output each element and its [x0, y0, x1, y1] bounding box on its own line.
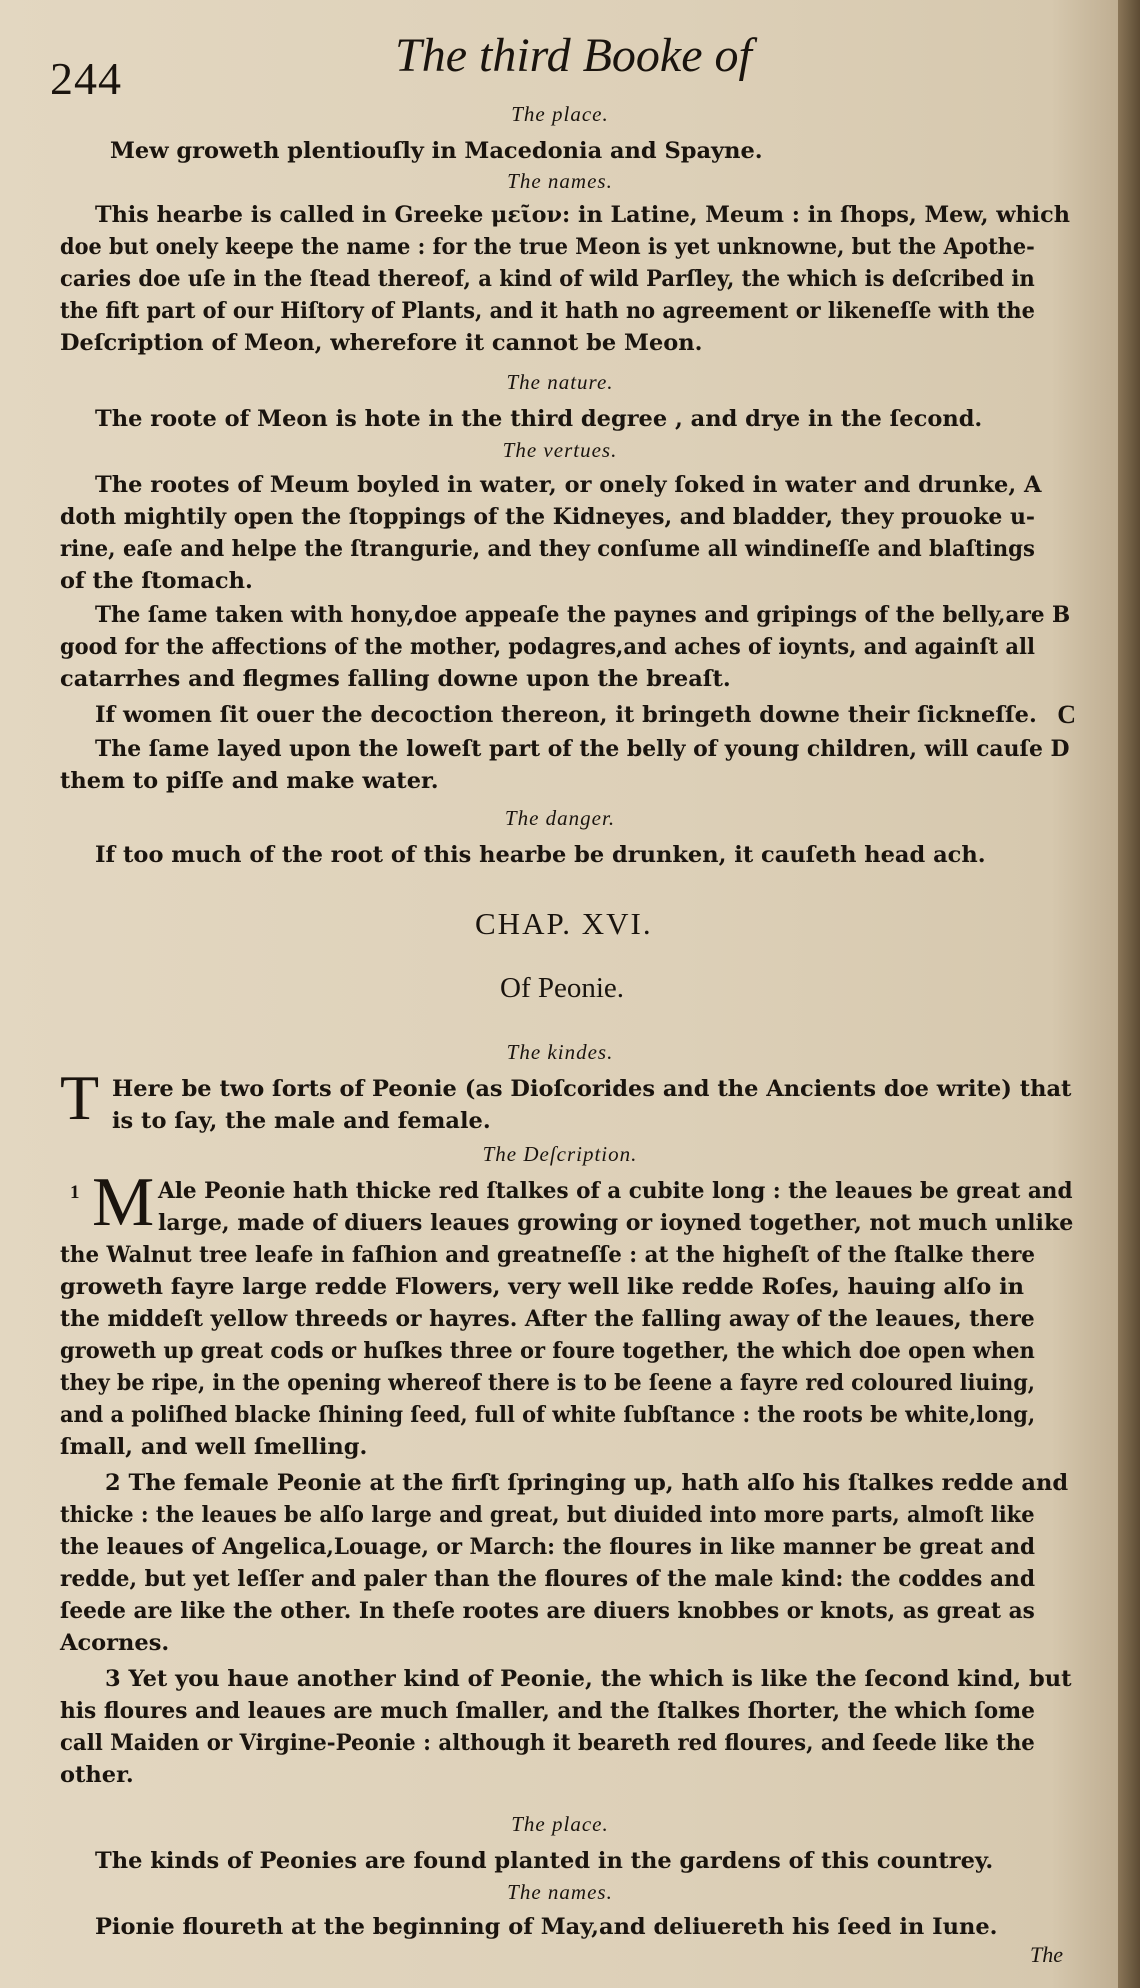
vertues-line: good for the affections of the mother, podagres,and aches of ioynts, and againſt all [60, 634, 1035, 660]
vertues-line: catarrhes and flegmes falling downe upon the breaſt. [60, 666, 731, 692]
description-number: 1 [70, 1182, 80, 1203]
drop-cap: M [92, 1164, 155, 1241]
description-line: Acornes. [60, 1630, 170, 1656]
names-line: the fift part of our Hiſtory of Plants, and it hath no agreement or likeneſſe with the [60, 298, 1035, 324]
description-line: groweth up great cods or huſkes three or foure together, the which doe open when [60, 1338, 1035, 1364]
description-line: they be ripe, in the opening whereof there is to be ſeene a fayre red coloured liuing, [60, 1370, 1035, 1396]
place-text: The kinds of Peonies are found planted in the gardens of this countrey. [95, 1848, 994, 1874]
drop-cap: T [60, 1062, 100, 1133]
names-line: caries doe uſe in the ſtead thereof, a kind of wild Parſley, the which is deſcribed in [60, 266, 1035, 292]
description-line: 3 Yet you haue another kind of Peonie, the which is like the ſecond kind, but [105, 1666, 1072, 1692]
place-heading: The place. [511, 102, 609, 126]
vertues-line: If women ſit ouer the decoction thereon, it bringeth downe their ſickneſſe. [95, 702, 1037, 728]
kindes-line: Here be two ſorts of Peonie (as Dioſcorides and the Ancients doe write) that [112, 1076, 1072, 1102]
description-line: ſeede are like the other. In theſe rootes are diuers knobbes or knots, as great as [60, 1598, 1035, 1624]
danger-text: If too much of the root of this hearbe be drunken, it cauſeth head ach. [95, 842, 986, 868]
margin-letter: C [1057, 700, 1076, 729]
description-line: call Maiden or Virgine-Peonie : although it beareth red floures, and ſeede like the [60, 1730, 1035, 1756]
description-line: the middeſt yellow threeds or hayres. After the falling away of the leaues, there [60, 1306, 1035, 1332]
description-heading: The Deſcription. [482, 1142, 638, 1166]
names-line: This hearbe is called in Greeke μεῖον: in Latine, Meum : in ſhops, Mew, which [95, 202, 1070, 228]
nature-text: The roote of Meon is hote in the third degree , and drye in the ſecond. [95, 406, 983, 432]
description-line: Ale Peonie hath thicke red ſtalkes of a cubite long : the leaues be great and [158, 1178, 1073, 1204]
vertues-line: rine, eaſe and helpe the ſtrangurie, and they conſume all windineſſe and blaſtings [60, 536, 1035, 562]
chapter-title: CHAP. XVI. [475, 906, 653, 941]
vertues-line: The ſame taken with hony,doe appeaſe the paynes and gripings of the belly,are B [95, 602, 1071, 628]
description-line: other. [60, 1762, 134, 1788]
description-line: his floures and leaues are much ſmaller, and the ſtalkes ſhorter, the which ſome [60, 1698, 1035, 1724]
vertues-line: of the ſtomach. [60, 568, 253, 594]
names-line: Deſcription of Meon, wherefore it cannot be Meon. [60, 330, 703, 356]
description-line: large, made of diuers leaues growing or ioyned together, not much unlike [158, 1210, 1074, 1236]
running-head: The third Booke of [395, 29, 752, 82]
kindes-line: is to ſay, the male and female. [112, 1108, 491, 1134]
page-number: 244 [50, 53, 122, 104]
description-line: thicke : the leaues be alſo large and great, but diuided into more parts, almoſt like [60, 1502, 1035, 1528]
description-line: groweth fayre large redde Flowers, very well like redde Roſes, hauing alſo in [60, 1274, 1024, 1300]
description-line: the Walnut tree leafe in faſhion and greatneſſe : at the higheſt of the ſtalke there [60, 1242, 1036, 1268]
vertues-heading: The vertues. [502, 438, 618, 462]
place-text: Mew groweth plentiouſly in Macedonia and Spayne. [110, 138, 763, 164]
names-text: Pionie floureth at the beginning of May,and deliuereth his ſeed in Iune. [95, 1914, 998, 1940]
names-heading: The names. [507, 1880, 613, 1904]
names-line: doe but onely keepe the name : for the true Meon is yet unknowne, but the Apothe- [60, 234, 1035, 260]
vertues-line: The ſame layed upon the loweſt part of the belly of young children, will cauſe D [95, 736, 1070, 762]
catchword: The [1030, 1942, 1063, 1967]
names-heading: The names. [507, 169, 613, 193]
vertues-line: The rootes of Meum boyled in water, or onely ſoked in water and drunke, A [95, 472, 1042, 498]
book-edge [1118, 0, 1140, 1988]
description-line: redde, but yet leſſer and paler than the floures of the male kind: the coddes and [60, 1566, 1036, 1592]
kindes-heading: The kindes. [506, 1040, 614, 1064]
place-heading: The place. [511, 1812, 609, 1836]
description-line: ſmall, and well ſmelling. [60, 1434, 368, 1460]
danger-heading: The danger. [504, 806, 616, 830]
description-line: the leaues of Angelica,Louage, or March: the floures in like manner be great and [60, 1534, 1036, 1560]
description-line: 2 The female Peonie at the firſt ſpringing up, hath alſo his ſtalkes redde and [105, 1470, 1069, 1496]
vertues-line: doth mightily open the ſtoppings of the Kidneyes, and bladder, they prouoke u- [60, 504, 1036, 530]
nature-heading: The nature. [506, 370, 614, 394]
vertues-line: them to piſſe and make water. [60, 768, 439, 794]
description-line: and a poliſhed blacke ſhining ſeed, full of white ſubſtance : the roots be white,long, [60, 1402, 1036, 1428]
chapter-subject: Of Peonie. [500, 972, 625, 1004]
